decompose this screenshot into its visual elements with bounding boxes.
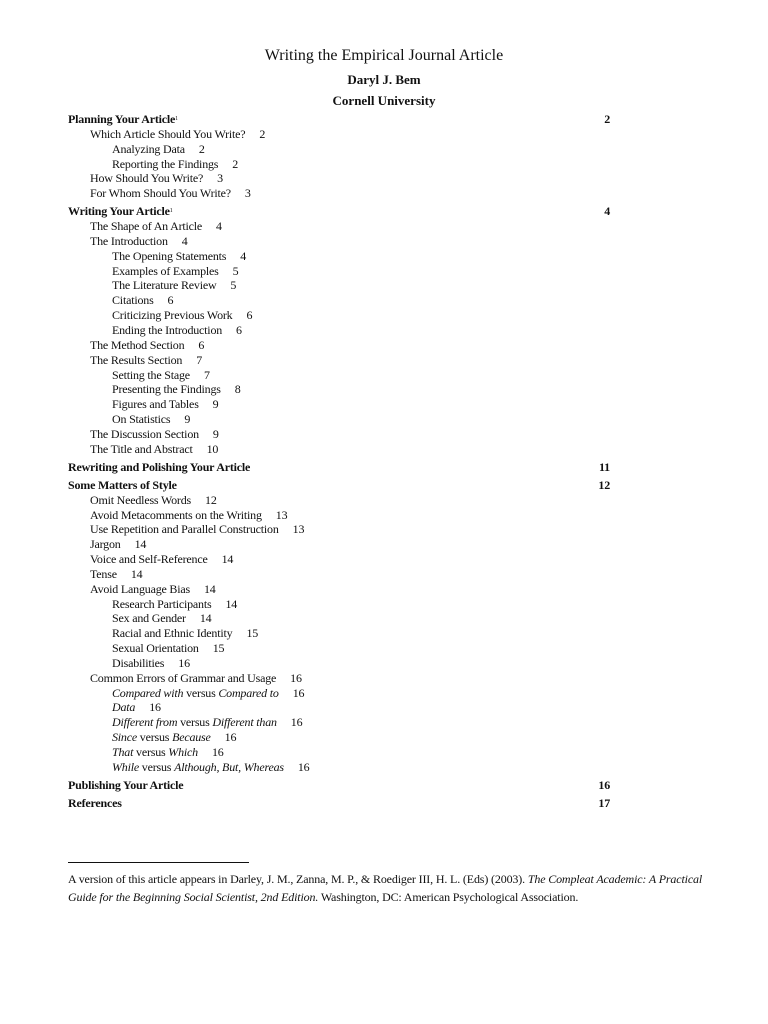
toc-item[interactable] — [0, 537, 768, 552]
toc-item-grammar[interactable] — [0, 745, 768, 760]
toc-item[interactable] — [0, 442, 768, 457]
toc-item[interactable] — [0, 186, 768, 201]
term-b: Different than — [212, 715, 277, 730]
toc-item-page: 6 — [198, 337, 205, 352]
toc-item-page: 14 — [134, 537, 147, 552]
toc-item-page: 16 — [290, 715, 303, 730]
toc-item-page: 16 — [290, 670, 302, 685]
toc-item-label: Voice and Self-Reference — [90, 552, 208, 567]
toc-item-page: 2 — [198, 141, 205, 156]
toc-item-label: The Introduction — [90, 233, 168, 248]
toc-item-label: Use Repetition and Parallel Construction — [90, 522, 279, 537]
toc-item-label: The Discussion Section — [90, 426, 199, 441]
toc-item-page: 8 — [234, 382, 241, 397]
toc-item[interactable] — [0, 234, 768, 249]
table-of-contents — [0, 112, 768, 811]
toc-item-label: Tense — [90, 566, 117, 581]
toc-item[interactable] — [0, 368, 768, 383]
toc-item-page: 16 — [224, 730, 237, 745]
toc-item-page: 4 — [216, 219, 222, 234]
toc-item-label: The Title and Abstract — [90, 441, 193, 456]
toc-item-label: Racial and Ethnic Identity — [112, 626, 233, 641]
term-versus: versus — [133, 745, 169, 759]
toc-item-page: 12 — [205, 492, 217, 507]
toc-item[interactable] — [0, 427, 768, 442]
term-a: That — [112, 745, 134, 759]
term-versus: versus — [183, 685, 219, 700]
toc-item-page: 5 — [232, 263, 239, 278]
toc-item-page: 2 — [259, 126, 266, 141]
toc-item-grammar[interactable] — [0, 760, 768, 775]
toc-item-page: 15 — [212, 641, 225, 656]
toc-item-label: The Opening Statements — [112, 248, 227, 263]
toc-item[interactable] — [0, 582, 768, 597]
toc-item-page: 14 — [203, 581, 216, 596]
toc-item[interactable] — [0, 219, 768, 234]
toc-item-label: Criticizing Previous Work — [112, 308, 233, 323]
toc-item-label: Citations — [112, 293, 154, 308]
toc-item-page: 9 — [184, 412, 191, 427]
footnote-marker: 1 — [175, 116, 178, 122]
author-affiliation: Cornell University — [332, 93, 436, 108]
section-title: References — [68, 795, 122, 810]
toc-item-label: Reporting the Findings — [112, 156, 219, 171]
footnote-book-title: The Compleat Academic: A Practical Guide for the Beginning Social Scientist, 2nd Edition. — [68, 872, 703, 904]
toc-item-label: Examples of Examples — [112, 263, 219, 278]
toc-item-label: On Statistics — [112, 412, 171, 427]
section-page: 16 — [598, 777, 610, 792]
toc-item-label: Avoid Metacomments on the Writing — [90, 507, 262, 522]
toc-item[interactable] — [0, 142, 768, 157]
section-page: 17 — [598, 795, 610, 810]
toc-item-label: The Literature Review — [112, 278, 217, 293]
toc-item-page: 13 — [292, 522, 305, 537]
toc-item-page: 6 — [246, 308, 253, 323]
toc-item-label: Avoid Language Bias — [90, 581, 190, 596]
toc-item-label: Setting the Stage — [112, 367, 190, 382]
toc-item-label: Jargon — [90, 537, 121, 552]
toc-item-label: Omit Needless Words — [90, 492, 192, 507]
toc-item-page: 7 — [203, 367, 210, 382]
section-title: Rewriting and Polishing Your Article — [68, 459, 251, 474]
section-page: 11 — [599, 459, 610, 474]
toc-item[interactable] — [0, 397, 768, 412]
toc-item-grammar[interactable] — [0, 730, 768, 745]
toc-item-label: Sexual Orientation — [112, 641, 199, 656]
footnote-citation: A version of this article appears in Darley, J. M., Zanna, M. P., & Roediger III, H. L. (Eds) (2003). — [68, 872, 528, 886]
toc-item-label: Figures and Tables — [112, 397, 199, 412]
toc-section-planning[interactable] — [0, 112, 768, 127]
toc-item-page: 4 — [240, 248, 247, 263]
section-title: Publishing Your Article — [68, 777, 184, 792]
toc-item[interactable] — [0, 626, 768, 641]
footnote — [68, 870, 708, 906]
toc-item[interactable] — [0, 338, 768, 353]
toc-item[interactable] — [0, 611, 768, 626]
toc-item-page: 3 — [244, 186, 251, 201]
footnote-divider — [68, 862, 249, 863]
section-page: 12 — [598, 477, 610, 492]
section-title: Some Matters of Style — [68, 477, 177, 492]
section-page: 4 — [604, 204, 610, 219]
toc-item-page: 10 — [206, 441, 219, 456]
toc-item-page: 6 — [236, 323, 242, 337]
toc-item-label: Research Participants — [112, 596, 212, 611]
toc-item-page: 16 — [297, 759, 310, 774]
toc-item-label: Disabilities — [112, 655, 165, 670]
footnote-publisher: Washington, DC: American Psychological Association. — [318, 890, 579, 904]
term-b: Compared to — [218, 685, 279, 700]
toc-item-grammar[interactable] — [0, 700, 768, 715]
toc-section-writing[interactable] — [0, 204, 768, 219]
toc-item[interactable] — [0, 597, 768, 612]
toc-item[interactable] — [0, 293, 768, 308]
term-b: Which — [168, 745, 198, 759]
toc-item-page: 9 — [212, 426, 219, 441]
section-title: Planning Your Article — [68, 112, 176, 126]
toc-item-label: The Results Section — [90, 352, 183, 367]
toc-item[interactable] — [0, 671, 768, 686]
toc-item-page: 14 — [130, 566, 143, 581]
toc-item-page: 16 — [149, 700, 161, 715]
section-title: Writing Your Article — [68, 204, 170, 219]
toc-section-rewriting[interactable] — [0, 460, 768, 475]
toc-item-grammar[interactable] — [0, 715, 768, 730]
term-versus: versus — [139, 759, 175, 774]
toc-item[interactable] — [0, 323, 768, 338]
toc-section-style[interactable] — [0, 478, 768, 493]
toc-item-page: 3 — [217, 171, 223, 186]
toc-item[interactable] — [0, 552, 768, 567]
toc-section-references[interactable] — [0, 796, 768, 811]
toc-item-page: 7 — [196, 352, 203, 367]
toc-item-label: Presenting the Findings — [112, 382, 221, 397]
term-a: While — [112, 759, 139, 774]
toc-item-page: 16 — [292, 685, 305, 700]
toc-item-label: For Whom Should You Write? — [90, 186, 231, 201]
toc-item-page: 4 — [181, 233, 188, 248]
toc-item[interactable] — [0, 127, 768, 142]
section-page: 2 — [604, 112, 610, 126]
term-a: Compared with — [112, 685, 184, 700]
toc-item-page: 9 — [212, 397, 219, 412]
toc-item[interactable] — [0, 641, 768, 656]
term-versus: versus — [177, 715, 213, 730]
toc-item[interactable] — [0, 382, 768, 397]
toc-item[interactable] — [0, 249, 768, 264]
toc-item-label: Ending the Introduction — [112, 323, 223, 337]
toc-item-page: 16 — [178, 655, 190, 670]
toc-item-page: 2 — [232, 156, 239, 171]
toc-item-page: 14 — [221, 552, 234, 567]
toc-item[interactable] — [0, 508, 768, 523]
toc-item-page: 5 — [230, 278, 237, 293]
toc-item[interactable] — [0, 656, 768, 671]
toc-item-page: 13 — [275, 507, 288, 522]
toc-item-label: How Should You Write? — [90, 171, 204, 186]
toc-item[interactable] — [0, 278, 768, 293]
toc-item-label: The Shape of An Article — [90, 219, 203, 234]
toc-section-publishing[interactable] — [0, 778, 768, 793]
toc-item-page: 6 — [167, 293, 174, 308]
article-title: Writing the Empirical Journal Article — [264, 47, 504, 64]
term-versus: versus — [137, 730, 173, 745]
toc-item[interactable] — [0, 171, 768, 186]
term-b: Although, But, Whereas — [174, 759, 284, 774]
toc-item[interactable] — [0, 412, 768, 427]
footnote-marker: 1 — [169, 208, 173, 215]
toc-item-label: Analyzing Data — [112, 141, 185, 156]
toc-item[interactable] — [0, 157, 768, 172]
toc-item[interactable] — [0, 308, 768, 323]
toc-item[interactable] — [0, 264, 768, 279]
toc-item-page: 14 — [199, 611, 212, 626]
toc-item[interactable] — [0, 353, 768, 368]
term-a: Different from — [112, 715, 178, 730]
toc-item-label: Common Errors of Grammar and Usage — [90, 670, 277, 685]
toc-item-grammar[interactable] — [0, 686, 768, 701]
toc-item-page: 16 — [211, 745, 224, 759]
toc-item-label: Which Article Should You Write? — [90, 126, 246, 141]
toc-item[interactable] — [0, 522, 768, 537]
toc-item-page: 14 — [225, 596, 238, 611]
term-a: Since — [112, 730, 137, 745]
term-a: Data — [112, 700, 136, 715]
toc-item-label: The Method Section — [90, 337, 185, 352]
author-name: Daryl J. Bem — [347, 72, 421, 87]
toc-item-page: 15 — [246, 626, 259, 641]
term-b: Because — [172, 730, 211, 745]
toc-item[interactable] — [0, 493, 768, 508]
toc-item-label: Sex and Gender — [112, 611, 186, 626]
toc-item[interactable] — [0, 567, 768, 582]
